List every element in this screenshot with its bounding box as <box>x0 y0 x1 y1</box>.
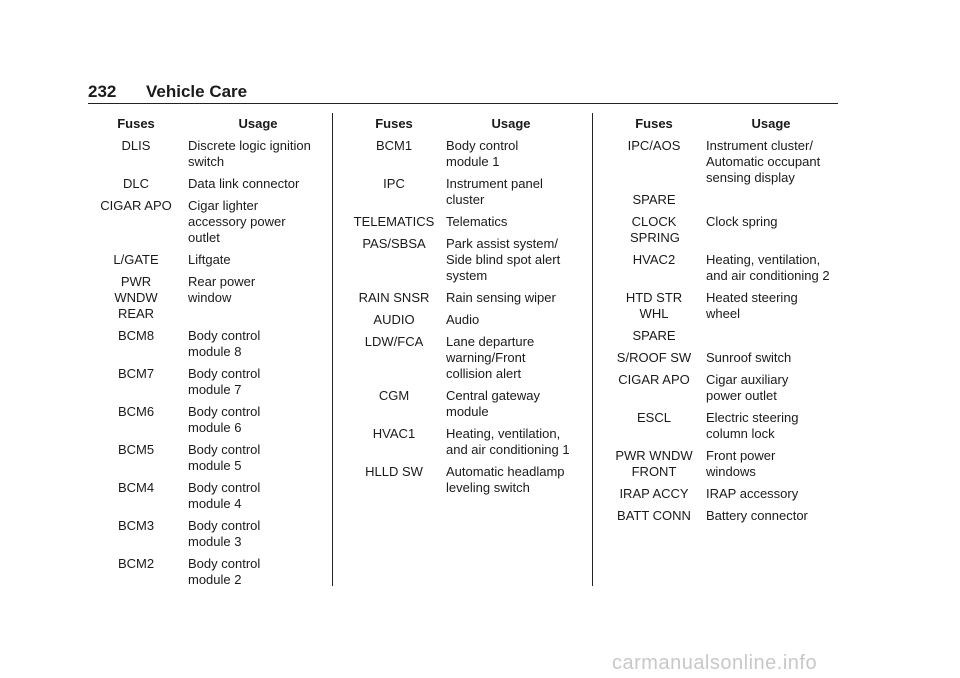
table-row <box>606 508 836 524</box>
table-row <box>88 274 328 322</box>
table-row <box>606 214 836 246</box>
usage-cell: Rear power window <box>188 274 256 305</box>
usage-cell: Telematics <box>446 214 508 229</box>
table-row <box>606 372 836 404</box>
usage-cell: Body control module 1 <box>446 138 519 169</box>
fuse-cell: CLOCK SPRING <box>630 214 680 245</box>
usage-cell: Data link connector <box>188 176 300 191</box>
fuses-header: Fuses <box>375 116 413 131</box>
fuse-cell: SPARE <box>632 192 676 207</box>
table-row <box>346 176 576 208</box>
table-header <box>606 116 836 132</box>
fuse-cell: TELEMATICS <box>353 214 435 229</box>
usage-cell: Park assist system/ Side blind spot alert system <box>446 236 561 283</box>
table-row <box>606 448 836 480</box>
table-row <box>88 556 328 588</box>
fuse-cell: BATT CONN <box>617 508 691 523</box>
fuse-cell: HVAC2 <box>632 252 676 267</box>
watermark: carmanualsonline.info <box>612 652 818 674</box>
fuse-cell: HVAC1 <box>372 426 416 441</box>
usage-cell: Lane departure warning/Front collision alert <box>446 334 535 381</box>
table-row <box>346 312 576 328</box>
table-row <box>88 198 328 246</box>
fuse-table-column-1 <box>88 116 328 594</box>
table-row <box>88 328 328 360</box>
fuse-cell: CIGAR APO <box>100 198 172 213</box>
table-rows <box>88 138 328 588</box>
fuse-cell: BCM4 <box>117 480 155 495</box>
table-row <box>346 236 576 284</box>
fuse-cell: BCM5 <box>117 442 155 457</box>
usage-cell: Instrument cluster/ Automatic occupant sensing display <box>706 138 821 185</box>
table-row <box>606 328 836 344</box>
fuse-cell: BCM8 <box>117 328 155 343</box>
fuses-header: Fuses <box>635 116 673 131</box>
table-header <box>88 116 328 132</box>
table-row <box>88 480 328 512</box>
fuse-cell: RAIN SNSR <box>358 290 430 305</box>
fuse-cell: L/GATE <box>113 252 159 267</box>
table-row <box>346 138 576 170</box>
table-header <box>346 116 576 132</box>
table-row <box>88 252 328 268</box>
table-row <box>88 138 328 170</box>
usage-cell <box>706 192 830 208</box>
fuse-cell: DLIS <box>121 138 151 153</box>
usage-cell: Heated steering wheel <box>706 290 798 321</box>
usage-cell: Body control module 7 <box>188 366 261 397</box>
usage-cell: Heating, ventilation, and air conditioning 2 <box>706 252 830 283</box>
usage-cell: Automatic headlamp leveling switch <box>446 464 565 495</box>
fuse-cell: HLLD SW <box>365 464 423 479</box>
page-title: Vehicle Care <box>146 82 248 101</box>
usage-cell: Battery connector <box>706 508 808 523</box>
fuse-cell: HTD STR WHL <box>625 290 683 321</box>
fuse-cell: BCM1 <box>375 138 413 153</box>
fuse-cell: DLC <box>122 176 149 191</box>
usage-cell: Cigar lighter accessory power outlet <box>188 198 286 245</box>
fuses-header: Fuses <box>117 116 155 131</box>
fuse-cell: PWR WNDW REAR <box>114 274 158 321</box>
fuse-cell: LDW/FCA <box>364 334 424 349</box>
fuse-cell: CGM <box>378 388 410 403</box>
usage-header: Usage <box>751 116 791 131</box>
usage-cell: Body control module 3 <box>188 518 261 549</box>
fuse-cell: BCM3 <box>117 518 155 533</box>
usage-cell: Body control module 8 <box>188 328 261 359</box>
table-row <box>88 176 328 192</box>
table-row <box>606 290 836 322</box>
usage-cell: Audio <box>446 312 480 327</box>
table-row <box>346 290 576 306</box>
table-rows <box>606 138 836 524</box>
fuse-cell: S/ROOF SW <box>616 350 692 365</box>
table-row <box>606 252 836 284</box>
usage-cell: Sunroof switch <box>706 350 792 365</box>
fuse-table-column-2 <box>346 116 576 502</box>
table-row <box>606 410 836 442</box>
table-row <box>346 426 576 458</box>
column-divider-2 <box>592 113 593 586</box>
usage-cell: Cigar auxiliary power outlet <box>706 372 789 403</box>
table-row <box>88 442 328 474</box>
usage-cell: Body control module 2 <box>188 556 261 587</box>
table-row <box>346 464 576 496</box>
table-row <box>346 334 576 382</box>
header-rule <box>88 103 838 104</box>
table-row <box>606 138 836 186</box>
usage-cell: Discrete logic ignition switch <box>188 138 311 169</box>
usage-cell: Heating, ventilation, and air conditioning 1 <box>446 426 570 457</box>
usage-header: Usage <box>238 116 278 131</box>
usage-cell: Instrument panel cluster <box>446 176 543 207</box>
usage-cell: IRAP accessory <box>706 486 799 501</box>
usage-cell: Body control module 5 <box>188 442 261 473</box>
table-row <box>88 366 328 398</box>
fuse-cell: IRAP ACCY <box>619 486 689 501</box>
column-divider-1 <box>332 113 333 586</box>
usage-cell: Body control module 6 <box>188 404 261 435</box>
page-header <box>88 82 838 104</box>
fuse-cell: AUDIO <box>373 312 415 327</box>
usage-cell: Clock spring <box>706 214 778 229</box>
table-row <box>88 518 328 550</box>
usage-cell: Front power windows <box>706 448 776 479</box>
fuse-cell: IPC <box>383 176 405 191</box>
usage-cell: Electric steering column lock <box>706 410 799 441</box>
table-rows <box>346 138 576 496</box>
fuse-table-column-3 <box>606 116 836 530</box>
page-number: 232 <box>88 82 117 101</box>
usage-cell: Body control module 4 <box>188 480 261 511</box>
fuse-cell: PAS/SBSA <box>362 236 426 251</box>
usage-cell: Liftgate <box>188 252 231 267</box>
usage-cell: Central gateway module <box>446 388 540 419</box>
table-row <box>346 214 576 230</box>
fuse-cell: BCM6 <box>117 404 155 419</box>
table-row <box>346 388 576 420</box>
fuse-cell: ESCL <box>637 410 671 425</box>
fuse-cell: IPC/AOS <box>627 138 681 153</box>
table-row <box>88 404 328 436</box>
usage-header: Usage <box>491 116 531 131</box>
usage-cell <box>706 328 830 344</box>
fuse-cell: SPARE <box>632 328 676 343</box>
usage-cell: Rain sensing wiper <box>446 290 556 305</box>
fuse-cell: BCM2 <box>117 556 155 571</box>
table-row <box>606 486 836 502</box>
fuse-cell: BCM7 <box>117 366 155 381</box>
table-row <box>606 192 836 208</box>
fuse-cell: CIGAR APO <box>618 372 690 387</box>
table-row <box>606 350 836 366</box>
fuse-cell: PWR WNDW FRONT <box>615 448 693 479</box>
